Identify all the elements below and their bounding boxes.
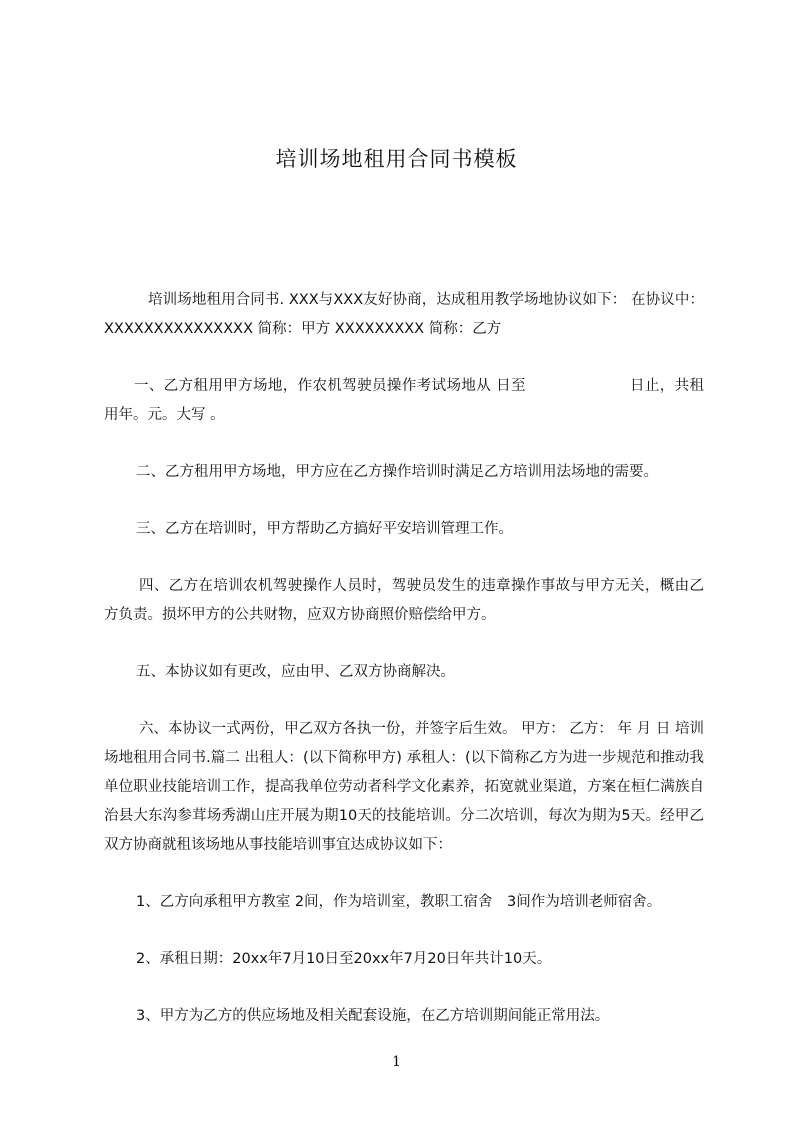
document-title: 培训场地租用合同书模板 [275,147,518,171]
paragraph-clause-4: 四、乙方在培训农机驾驶操作人员时，驾驶员发生的违章操作事故与甲方无关，概由乙方负责。损坏甲方的公共财物，应双方协商照价赔偿给甲方。 [104,578,704,623]
paragraph-clause-2: 二、乙方租用甲方场地，甲方应在乙方操作培训时满足乙方培训用法场地的需要。 [136,464,658,480]
paragraph-clause-1: 一、乙方租用甲方场地，作农机驾驶员操作考试场地从 日至 日止，共租用年。元。大写 。 [104,378,704,423]
paragraph-item-1: 1、乙方向承租甲方教室 2间，作为培训室，教职工宿舍 3间作为培训老师宿舍。 [136,894,662,910]
paragraph-intro: 培训场地租用合同书. XXX与XXX友好协商，达成租用教学场地协议如下： 在协议中：XXXXXXXXXXXXXXX 简称：甲方 XXXXXXXXX 简称：乙方 [104,292,704,337]
paragraph-item-3: 3、甲方为乙方的供应场地及相关配套设施，在乙方培训期间能正常用法。 [136,1008,610,1024]
page-number: 1 [392,1054,401,1070]
document-body [104,286,704,1059]
paragraph-clause-5: 五、本协议如有更改，应由甲、乙双方协商解决。 [136,664,455,680]
paragraph-clause-3: 三、乙方在培训时，甲方帮助乙方搞好平安培训管理工作。 [136,521,513,537]
paragraph-clause-6: 六、本协议一式两份，甲乙双方各执一份，并签字后生效。 甲方： 乙方： 年 月 日 培训场地租用合同书.篇二 出租人：(以下简称甲方) 承租人：(以下简称乙方为进一步规范和推动我单位职业技能培训工作，提高我单位劳动者科学文化素养，拓宽就业渠道，方案在桓仁满族自治县大东沟参茸场秀湖山庄开展为期10天的技能培训。分二次培训，每次为期为5天。经甲乙双方协商就租该场地从事技能培训事宜达成协议如下： [104,721,704,853]
paragraph-item-2: 2、承租日期：20xx年7月10日至20xx年7月20日年共计10天。 [136,951,552,967]
